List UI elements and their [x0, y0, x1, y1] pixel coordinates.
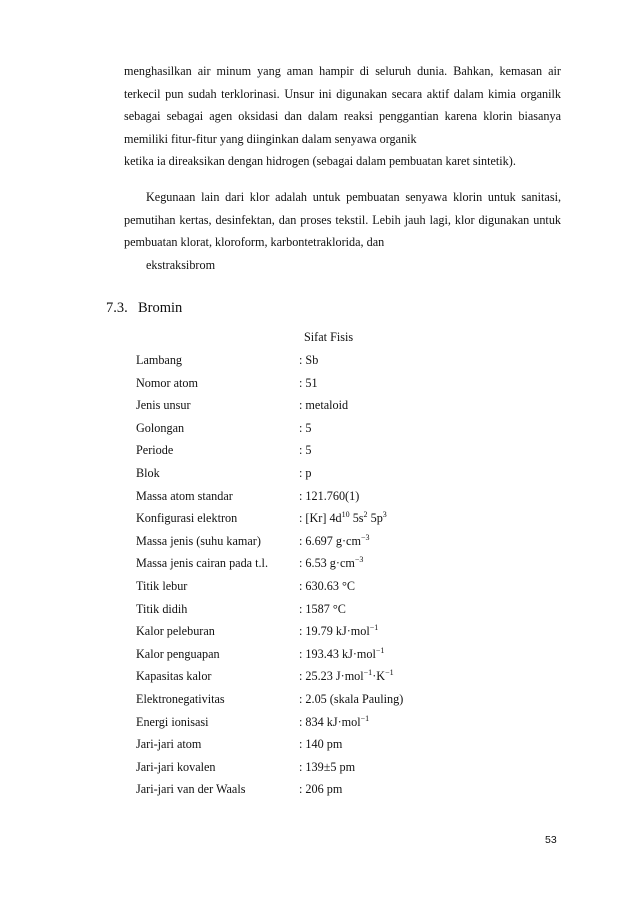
- property-label: Energi ionisasi: [136, 714, 209, 729]
- value-text: : 630.63 °C: [299, 578, 355, 593]
- value-superscript: −1: [385, 668, 394, 678]
- property-label: Massa atom standar: [136, 488, 233, 503]
- property-row: [136, 507, 556, 530]
- property-value: [299, 552, 363, 575]
- property-row: [136, 439, 556, 462]
- property-row: [136, 394, 556, 417]
- property-label: Golongan: [136, 420, 185, 435]
- paragraph-line: ketika ia direaksikan dengan hidrogen (sebagai dalam pembuatan karet sintetik).: [124, 154, 516, 169]
- property-value: [299, 575, 355, 598]
- property-label: Kalor peleburan: [136, 624, 215, 639]
- value-superscript: −1: [369, 623, 379, 633]
- section-number: 7.3.: [106, 300, 128, 316]
- property-value: [299, 778, 342, 801]
- value-text: : 51: [299, 375, 318, 390]
- value-text: : 139±5 pm: [299, 759, 356, 774]
- property-value: [299, 349, 318, 372]
- paragraph-line: organilk sebagai sebagai agen oksidasi dan dalam reaksi penggantian karena: [124, 86, 561, 124]
- property-value: [299, 530, 369, 553]
- property-label: Blok: [136, 465, 160, 480]
- table-title: Sifat Fisis: [304, 330, 354, 344]
- property-row: [136, 485, 556, 508]
- value-superscript: 3: [382, 510, 387, 520]
- value-text: : 19.79 kJ·mol: [299, 624, 370, 639]
- property-value: [299, 417, 312, 440]
- value-text: : 140 pm: [299, 737, 343, 752]
- property-label: Kalor penguapan: [136, 646, 220, 661]
- property-row: [136, 417, 556, 440]
- value-superscript: −3: [360, 532, 370, 542]
- value-text: ·K: [372, 669, 386, 684]
- property-row: [136, 598, 556, 621]
- property-value: [299, 733, 342, 756]
- property-row: [136, 711, 556, 734]
- value-text: : 2.05 (skala Pauling): [299, 691, 404, 706]
- property-value: [299, 439, 312, 462]
- value-superscript: 2: [363, 510, 368, 520]
- property-value: [299, 688, 403, 711]
- value-text: : 25.23 J·mol: [299, 669, 364, 684]
- value-text: : 834 kJ·mol: [299, 714, 361, 729]
- value-text: : 6.53 g·cm: [299, 556, 355, 571]
- property-value: [299, 598, 346, 621]
- property-label: Titik lebur: [136, 578, 188, 593]
- section-heading: [106, 300, 182, 317]
- paragraph-line: sanitasi, pemutihan kertas, desinfektan, dan proses tekstil. Lebih jauh lagi, klor: [124, 190, 562, 227]
- properties-table: [136, 349, 556, 801]
- property-value: [299, 756, 355, 779]
- value-superscript: −1: [363, 668, 373, 678]
- property-row: [136, 462, 556, 485]
- property-label: Elektronegativitas: [136, 691, 225, 706]
- property-value: [299, 711, 369, 734]
- value-text: : 193.43 kJ·mol: [299, 646, 376, 661]
- value-text: 5s: [349, 511, 364, 526]
- value-text: : metaloid: [299, 398, 349, 413]
- paragraph-line: air terkecil pun sudah terklorinasi. Unsur ini digunakan secara aktif dalam kimia: [124, 64, 561, 101]
- value-text: : 5: [299, 443, 312, 458]
- property-row: [136, 575, 556, 598]
- value-text: : p: [299, 465, 312, 480]
- value-text: : 206 pm: [299, 782, 343, 797]
- property-row: [136, 733, 556, 756]
- section-title: Bromin: [138, 300, 183, 316]
- value-text: : 121.760(1): [299, 488, 360, 503]
- value-superscript: 10: [341, 510, 350, 520]
- property-value: [299, 485, 359, 508]
- property-label: Jari-jari atom: [136, 737, 202, 752]
- value-text: : 5: [299, 420, 312, 435]
- property-label: Konfigurasi elektron: [136, 511, 238, 526]
- property-row: [136, 778, 556, 801]
- value-superscript: −1: [360, 713, 370, 723]
- paragraph-line: Kegunaan lain dari klor adalah untuk pembuatan senyawa klorin untuk: [146, 190, 516, 204]
- property-value: [299, 665, 394, 688]
- property-row: [136, 530, 556, 553]
- property-value: [299, 394, 348, 417]
- property-value: [299, 620, 378, 643]
- property-row: [136, 643, 556, 666]
- value-text: : 6.697 g·cm: [299, 533, 361, 548]
- value-text: : [Kr] 4d: [299, 511, 342, 526]
- value-text: : Sb: [299, 353, 319, 367]
- property-value: [299, 643, 384, 666]
- paragraph-other-uses: [124, 186, 561, 276]
- property-value: [299, 462, 312, 485]
- value-superscript: −3: [354, 555, 364, 565]
- property-label: Nomor atom: [136, 375, 198, 390]
- page-number: 53: [545, 834, 557, 846]
- property-row: [136, 552, 556, 575]
- property-row: [136, 688, 556, 711]
- property-value: [299, 507, 387, 530]
- property-label: Periode: [136, 443, 174, 458]
- property-value: [299, 372, 318, 395]
- paragraph-line: menghasilkan air minum yang aman hampir di seluruh dunia. Bahkan, kemasan: [124, 64, 543, 78]
- paragraph-line: klorin biasanya memiliki fitur-fitur yang diinginkan dalam senyawa organik: [124, 109, 562, 146]
- property-row: [136, 349, 556, 372]
- property-label: Jenis unsur: [136, 398, 191, 413]
- paragraph-chlorine-uses: [124, 60, 561, 173]
- property-row: [136, 372, 556, 395]
- property-label: Lambang: [136, 353, 183, 367]
- value-text: 5p: [367, 511, 383, 526]
- paragraph-line: digunakan untuk pembuatan klorat, kloroform, karbontetraklorida, dan: [124, 212, 562, 250]
- value-text: : 1587 °C: [299, 601, 346, 616]
- paragraph-line: ekstraksibrom: [146, 257, 216, 272]
- property-label: Kapasitas kalor: [136, 669, 212, 684]
- property-label: Massa jenis (suhu kamar): [136, 533, 261, 548]
- property-label: Jari-jari kovalen: [136, 759, 216, 774]
- property-label: Titik didih: [136, 601, 188, 616]
- property-row: [136, 620, 556, 643]
- property-row: [136, 756, 556, 779]
- property-label: Jari-jari van der Waals: [136, 782, 246, 797]
- property-label: Massa jenis cairan pada t.l.: [136, 556, 268, 571]
- value-superscript: −1: [375, 645, 385, 655]
- property-row: [136, 665, 556, 688]
